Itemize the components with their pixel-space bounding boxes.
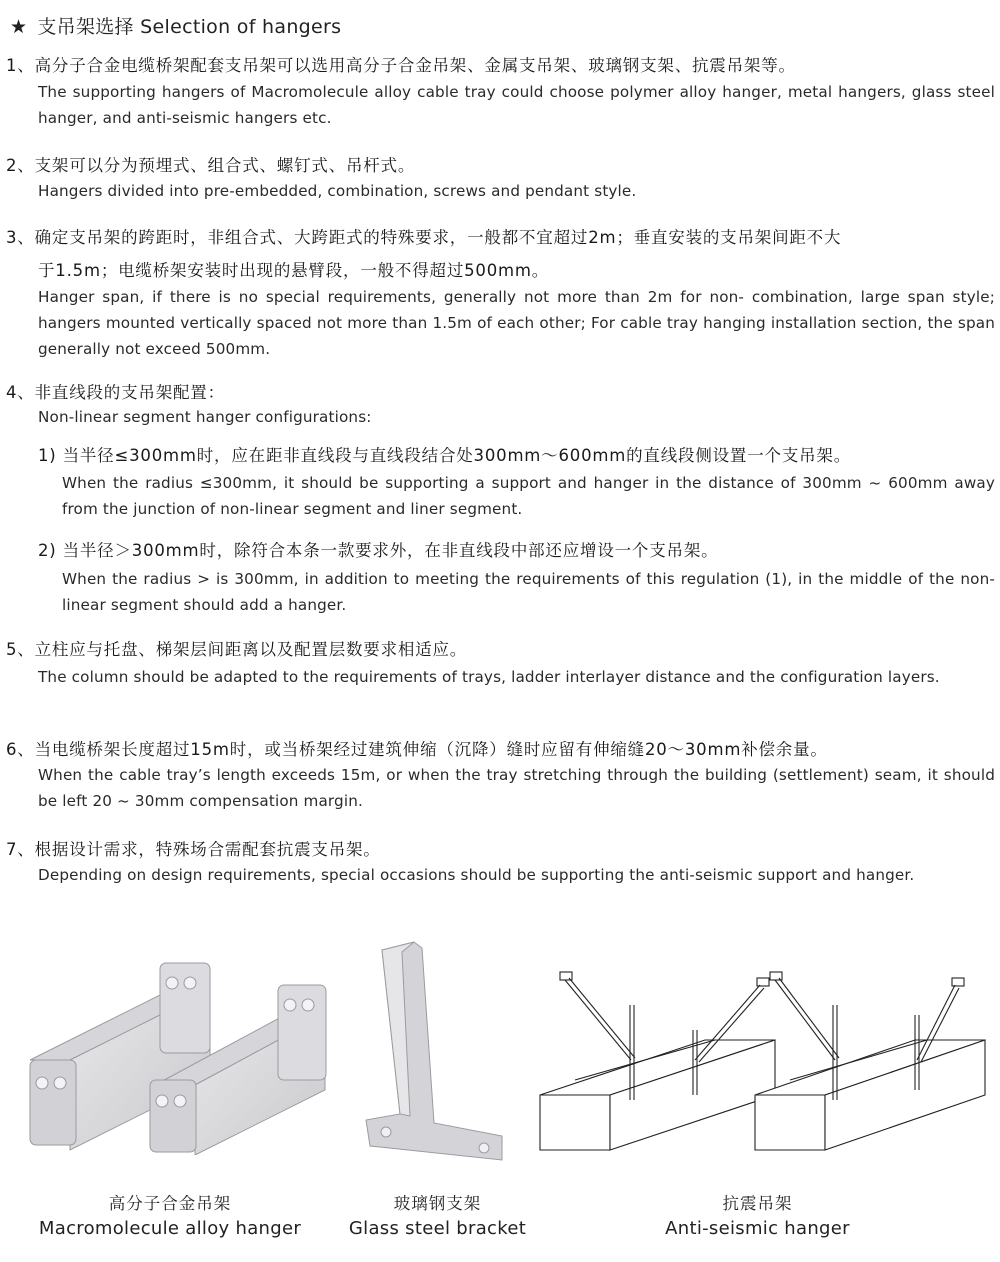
caption-glass-steel-bracket-en: Glass steel bracket — [348, 1218, 527, 1239]
anti-seismic-hanger-illustration — [535, 960, 995, 1160]
item-6-zh: 6、当电缆桥架长度超过15m时，或当桥架经过建筑伸缩（沉降）缝时应留有伸缩缝20～30mm补偿余量。 — [6, 740, 828, 759]
item-5-en: The column should be adapted to the requirements of trays, ladder interlayer distance and the configuration layers. — [38, 668, 940, 686]
caption-anti-seismic-hanger-zh: 抗震吊架 — [722, 1194, 793, 1213]
tray-right — [755, 1040, 985, 1150]
item-4-en: Non-linear segment hanger configurations: — [38, 408, 372, 426]
item-4-sub-1-en: When the radius ≤300mm, it should be supporting a support and hanger in the distance of 300mm ~ 600mm away from the junction of non-linear segment and liner segment. — [62, 474, 995, 518]
item-4-sub-2-zh: 2) 当半径＞300mm时，除符合本条一款要求外，在非直线段中部还应增设一个支吊架。 — [38, 541, 719, 560]
item-3-zh-line2: 于1.5m；电缆桥架安装时出现的悬臂段，一般不得超过500mm。 — [38, 261, 550, 280]
item-2-en: Hangers divided into pre-embedded, combination, screws and pendant style. — [38, 182, 637, 200]
caption-glass-steel-bracket-zh: 玻璃钢支架 — [393, 1194, 482, 1213]
item-7-zh: 7、根据设计需求，特殊场合需配套抗震支吊架。 — [6, 840, 381, 859]
caption-anti-seismic-hanger — [635, 1190, 880, 1239]
item-4-zh: 4、非直线段的支吊架配置： — [6, 383, 225, 402]
item-4-sub-1-zh: 1) 当半径≤300mm时，应在距非直线段与直线段结合处300mm～600mm的直线段侧设置一个支吊架。 — [38, 446, 852, 465]
caption-anti-seismic-hanger-en: Anti-seismic hanger — [665, 1218, 850, 1239]
item-3-zh: 3、确定支吊架的跨距时，非组合式、大跨距式的特殊要求，一般都不宜超过2m；垂直安装的支吊架间距不大 — [6, 228, 842, 247]
item-1-en: The supporting hangers of Macromolecule alloy cable tray could choose polymer alloy hanger, metal hangers, glass steel hanger, and anti-seismic hangers etc. — [38, 83, 995, 127]
bracket-shape — [366, 942, 502, 1160]
item-2-zh: 2、支架可以分为预埋式、组合式、螺钉式、吊杆式。 — [6, 156, 416, 175]
tray-left — [540, 1040, 775, 1150]
page-title — [10, 12, 341, 39]
caption-alloy-hanger — [25, 1190, 315, 1239]
caption-alloy-hanger-en: Macromolecule alloy hanger — [38, 1218, 302, 1239]
title-text: 支吊架选择 Selection of hangers — [37, 16, 342, 38]
alloy-hanger-illustration — [20, 955, 340, 1155]
item-4-sub-2-en: When the radius > is 300mm, in addition to meeting the requirements of this regulation (1), in the middle of the non-linear segment should add a hanger. — [62, 570, 995, 614]
caption-alloy-hanger-zh: 高分子合金吊架 — [108, 1194, 232, 1213]
star-icon: ★ — [10, 16, 28, 38]
item-7-en: Depending on design requirements, special occasions should be supporting the anti-seismic support and hanger. — [38, 866, 915, 884]
item-5-zh: 5、立柱应与托盘、梯架层间距离以及配置层数要求相适应。 — [6, 640, 468, 659]
item-1-zh: 1、高分子合金电缆桥架配套支吊架可以选用高分子合金吊架、金属支吊架、玻璃钢支架、抗震吊架等。 — [6, 56, 796, 75]
item-6-en: When the cable tray’s length exceeds 15m, or when the tray stretching through the building (settlement) seam, it should be left 20 ~ 30mm compensation margin. — [38, 766, 995, 810]
caption-glass-steel-bracket — [330, 1190, 545, 1239]
item-3-en: Hanger span, if there is no special requirements, generally not more than 2m for non- combination, large span style; hangers mounted vertically spaced not more than 1.5m of each other; For cable tray hanging installation section, the span generally not exceed 500mm. — [38, 288, 995, 358]
glass-steel-bracket-illustration — [352, 938, 522, 1168]
